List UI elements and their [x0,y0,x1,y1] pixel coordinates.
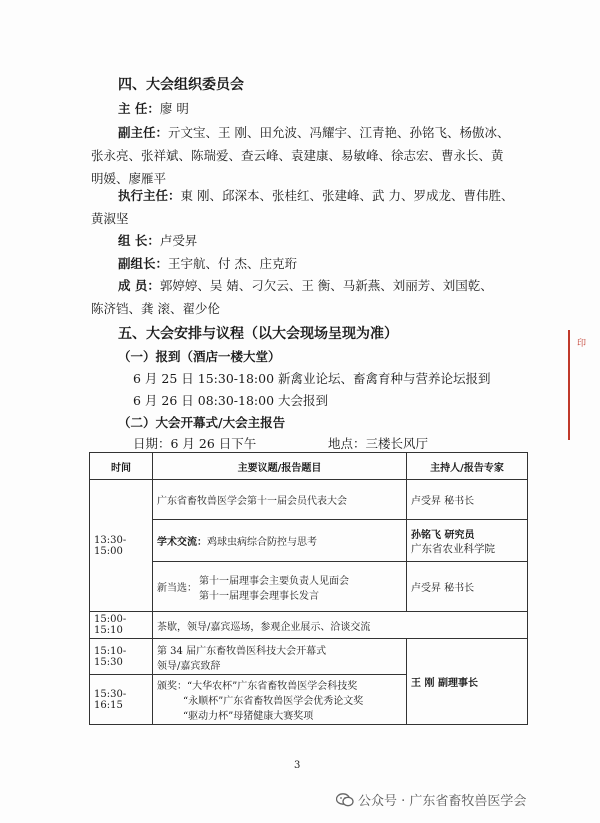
footer-text: 公众号 · 广东省畜牧兽医学会 [358,794,527,809]
section5-heading: 五、大会安排与议程（以大会现场呈现为准） [118,326,398,342]
time-cell: 13:30-15:00 [90,480,153,612]
registration-heading: （一）报到（酒店一楼大堂） [118,349,281,364]
time-cell: 15:10-15:30 [90,639,153,675]
page-number: 3 [294,760,301,771]
committee-row: 副组长：王宇航、付 杰、庄克珩 [118,256,297,271]
header-time: 时间 [90,453,153,480]
committee-row: 执行主任：東 刚、邱深本、张桂红、张建峰、武 力、罗成龙、曹伟胜、 [118,188,514,203]
committee-row: 陈济铛、龚 滚、翟少伦 [91,301,220,316]
header-topic: 主要议题/报告题目 [153,453,407,480]
topic-cell: 颁奖：“大华农杯”广东省畜牧兽医学会科技奖 “永顺杯”广东省畜牧兽医学会优秀论文奖 “驱动力杯”母猪健康大赛奖项 [153,675,407,725]
committee-row: 张永亮、张祥斌、陈瑞爱、查云峰、袁建康、易敏峰、徐志宏、曹永长、黄 [91,148,504,163]
wechat-footer [336,790,526,809]
committee-row: 主 任：廖 明 [118,101,189,116]
host-cell: 王 刚 副理事长 [407,639,528,725]
topic-cell: 第 34 届广东畜牧兽医科技大会开幕式 领导/嘉宾致辞 [153,639,407,675]
committee-row: 组 长：卢受昇 [118,233,198,248]
time-cell: 15:30-16:15 [90,675,153,725]
topic-cell: 学术交流：鸡球虫病综合防控与思考 [153,520,407,562]
place-line: 地点：三楼长风厅 [328,436,429,451]
committee-row: 副主任：亓文宝、王 刚、田允波、冯耀宇、江青艳、孙铭飞、杨傲冰、 [118,125,510,140]
topic-cell: 广东省畜牧兽医学会第十一届会员代表大会 [153,480,407,520]
opening-heading: （二）大会开幕式/大会主报告 [118,415,286,430]
registration-line: 6 月 25 日 15:30-18:00 新禽业论坛、畜禽育种与营养论坛报到 [133,371,491,386]
table-row [90,520,528,562]
committee-row: 成 员：郭婷婷、吴 婧、刁欠云、王 衡、马新燕、刘丽芳、刘国乾、 [118,278,493,293]
table-header-row [90,453,528,480]
host-cell: 卢受昇 秘书长 [407,562,528,612]
wechat-icon [336,793,354,807]
topic-cell: 茶歇，领导/嘉宾巡场，参观企业展示、洽谈交流 [153,612,528,639]
schedule-table [89,452,528,725]
section4-heading: 四、大会组织委员会 [118,77,244,93]
table-row [90,639,528,675]
date-line: 日期：6 月 26 日下午 [133,436,257,451]
topic-cell: 新当选： 第十一届理事会主要负责人见面会 第十一届理事会理事长发言 [153,562,407,612]
registration-line: 6 月 26 日 08:30-18:00 大会报到 [133,393,328,408]
table-row [90,480,528,520]
committee-row: 明媛、廖雁平 [91,171,167,186]
header-host: 主持人/报告专家 [407,453,528,480]
host-cell: 卢受昇 秘书长 [407,480,528,520]
time-cell: 15:00-15:10 [90,612,153,639]
host-cell: 孙铭飞 研究员 广东省农业科学院 [407,520,528,562]
table-row [90,612,528,639]
committee-row: 黄淑坚 [91,211,129,226]
table-row [90,562,528,612]
seal-stamp-edge: 印 [568,330,592,440]
